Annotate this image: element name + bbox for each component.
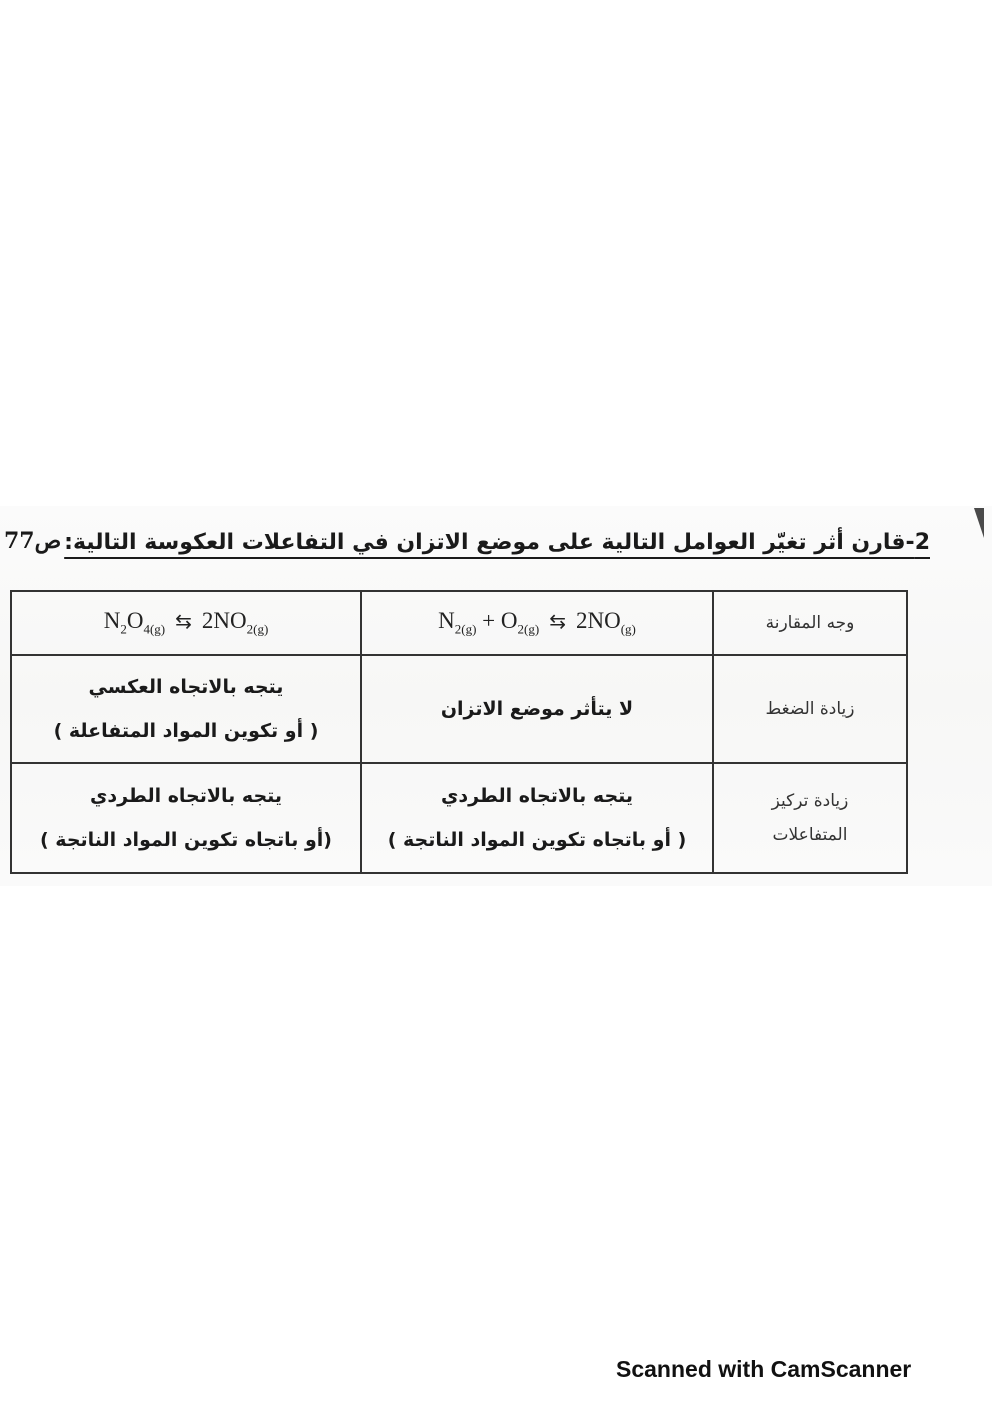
concentration-reaction-2-effect: يتجه بالاتجاه الطردي <box>89 785 283 807</box>
pressure-reaction-2-note: ( أو تكوين المواد المتفاعلة ) <box>53 720 319 742</box>
header-cell-label <box>713 591 907 655</box>
table-row <box>11 763 907 873</box>
header-cell-reaction-2 <box>11 591 361 655</box>
header-cell-reaction-1 <box>361 591 713 655</box>
question-title: 2-قارن أثر تغيّر العوامل التالية على موضع الاتزان في التفاعلات العكوسة التالية: <box>64 530 930 555</box>
row-label-cell <box>713 655 907 763</box>
table-header-row <box>11 591 907 655</box>
comparison-table <box>10 590 908 874</box>
concentration-reaction-2-cell <box>11 763 361 873</box>
row-label-pressure: زيادة الضغط <box>765 699 855 719</box>
concentration-reaction-1-effect: يتجه بالاتجاه الطردي <box>440 785 634 807</box>
concentration-reaction-1-cell <box>361 763 713 873</box>
row-label-cell <box>713 763 907 873</box>
pressure-reaction-2-effect: يتجه بالاتجاه العكسي <box>88 676 284 698</box>
concentration-reaction-1-note: ( أو باتجاه تكوين المواد الناتجة ) <box>387 829 687 851</box>
comparison-aspect-label: وجه المقارنة <box>765 613 855 633</box>
camscanner-watermark: Scanned with CamScanner <box>616 1356 912 1382</box>
concentration-reaction-2-note: (أو باتجاه تكوين المواد الناتجة ) <box>40 829 332 851</box>
page-reference: ص77 <box>4 528 62 554</box>
table-row <box>11 655 907 763</box>
pressure-reaction-1-cell <box>361 655 713 763</box>
pressure-reaction-2-cell <box>11 655 361 763</box>
page-corner-mark <box>974 508 984 538</box>
row-label-concentration: زيادة تركيز المتفاعلات <box>771 791 849 845</box>
reaction-1-equation: $N_{2(g)} + O_{2(g)}$ ⇆ $2NO_{(g)}$ <box>438 608 636 637</box>
reaction-2-equation: $N_2O_{4(g)}$ ⇆ $2NO_{2(g)}$ <box>103 608 269 637</box>
pressure-reaction-1-effect: لا يتأثر موضع الاتزان <box>440 698 634 720</box>
